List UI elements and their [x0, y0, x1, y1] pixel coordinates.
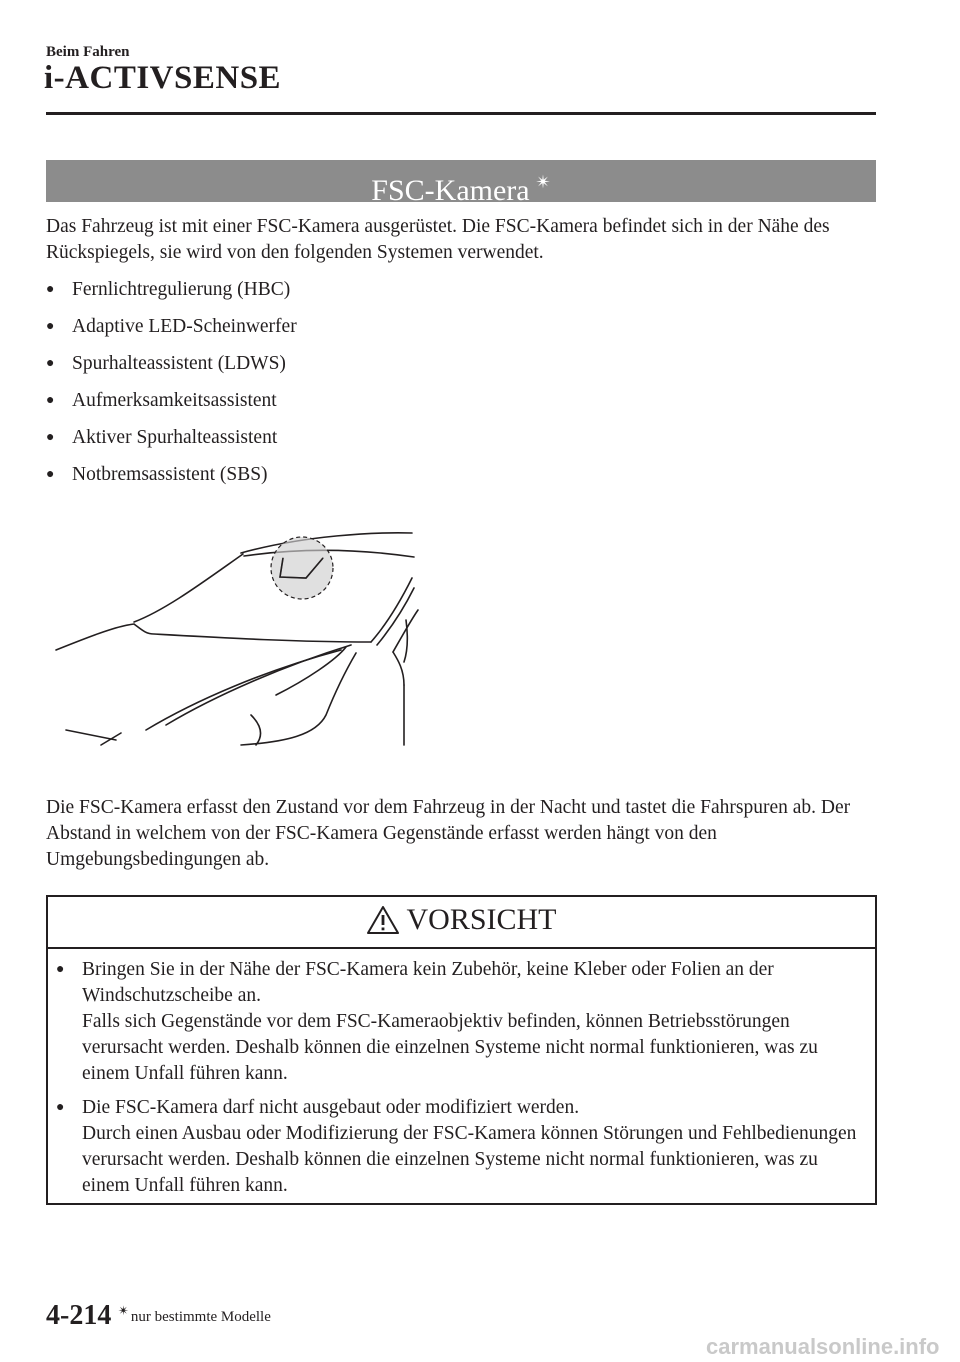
- caution-header: [48, 897, 875, 949]
- bullet-icon: ●: [46, 356, 55, 371]
- list-item: ● Spurhalteassistent (LDWS): [46, 351, 297, 388]
- description-paragraph: Die FSC-Kamera erfasst den Zustand vor dem Fahrzeug in der Nacht und tastet die Fahrspuren ab. Der Abstand in welchem von der FSC-Kamera Gegenstände erfasst werden hängt von den Umgebungsbedingungen ab.: [46, 797, 851, 870]
- list-item: ● Notbremsassistent (SBS): [46, 462, 297, 499]
- warning-triangle-icon: [366, 905, 400, 935]
- section-kicker: Beim Fahren: [46, 44, 130, 60]
- camera-highlight: [271, 537, 333, 599]
- model-star-icon: ✴: [535, 172, 551, 192]
- footnote-text: nur bestimmte Modelle: [130, 1309, 271, 1325]
- section-title-band: [46, 160, 876, 207]
- intro-paragraph: Das Fahrzeug ist mit einer FSC-Kamera ausgerüstet. Die FSC-Kamera befindet sich in der Nähe des Rückspiegels, sie wird von den folgenden Systemen verwendet.: [46, 216, 830, 263]
- list-item: ● Aktiver Spurhalteassistent: [46, 425, 297, 462]
- caution-list: [56, 957, 866, 1207]
- caution-box: [46, 895, 877, 1205]
- watermark: carmanualsonline.info: [706, 1334, 940, 1359]
- list-item: ● Aufmerksamkeitsassistent: [46, 388, 297, 425]
- list-item: [56, 1095, 866, 1199]
- bullet-icon: ●: [46, 467, 55, 482]
- bullet-icon: ●: [46, 393, 55, 408]
- bullet-icon: ●: [46, 282, 55, 297]
- list-item: ● Fernlichtregulierung (HBC): [46, 277, 297, 314]
- header-rule: [46, 112, 876, 115]
- list-item: ● Adaptive LED-Scheinwerfer: [46, 314, 297, 351]
- caution-item: Die FSC-Kamera darf nicht ausgebaut oder modifiziert werden. Durch einen Ausbau oder Modifizierung der FSC-Kamera können Störungen und Fehlbedienungen verursacht werden. Deshalb können die einzelnen Systeme nicht normal funktionieren, was zu einem Unfall führen kann.: [82, 1097, 857, 1196]
- chapter-title: i-ACTIVSENSE: [44, 60, 282, 96]
- bullet-icon: ●: [56, 1100, 65, 1115]
- footnote: [118, 1303, 271, 1326]
- model-star-icon: ✴: [118, 1303, 129, 1318]
- bullet-icon: ●: [46, 430, 55, 445]
- windshield-camera-diagram: [46, 520, 426, 755]
- page-number: 4-214: [46, 1300, 112, 1331]
- list-item: [56, 957, 866, 1087]
- bullet-icon: ●: [46, 319, 55, 334]
- caution-title: VORSICHT: [406, 903, 557, 936]
- system-list: [46, 277, 297, 499]
- caution-item: Bringen Sie in der Nähe der FSC-Kamera kein Zubehör, keine Kleber oder Folien an der Windschutzscheibe an. Falls sich Gegenstände vor dem FSC-Kameraobjektiv befinden, können Betriebsstörungen verursacht werden. Deshalb können die einzelnen Systeme nicht normal funktionieren, was zu einem Unfall führen kann.: [82, 959, 818, 1084]
- bullet-icon: ●: [56, 962, 65, 977]
- section-title: FSC-Kamera: [371, 174, 530, 207]
